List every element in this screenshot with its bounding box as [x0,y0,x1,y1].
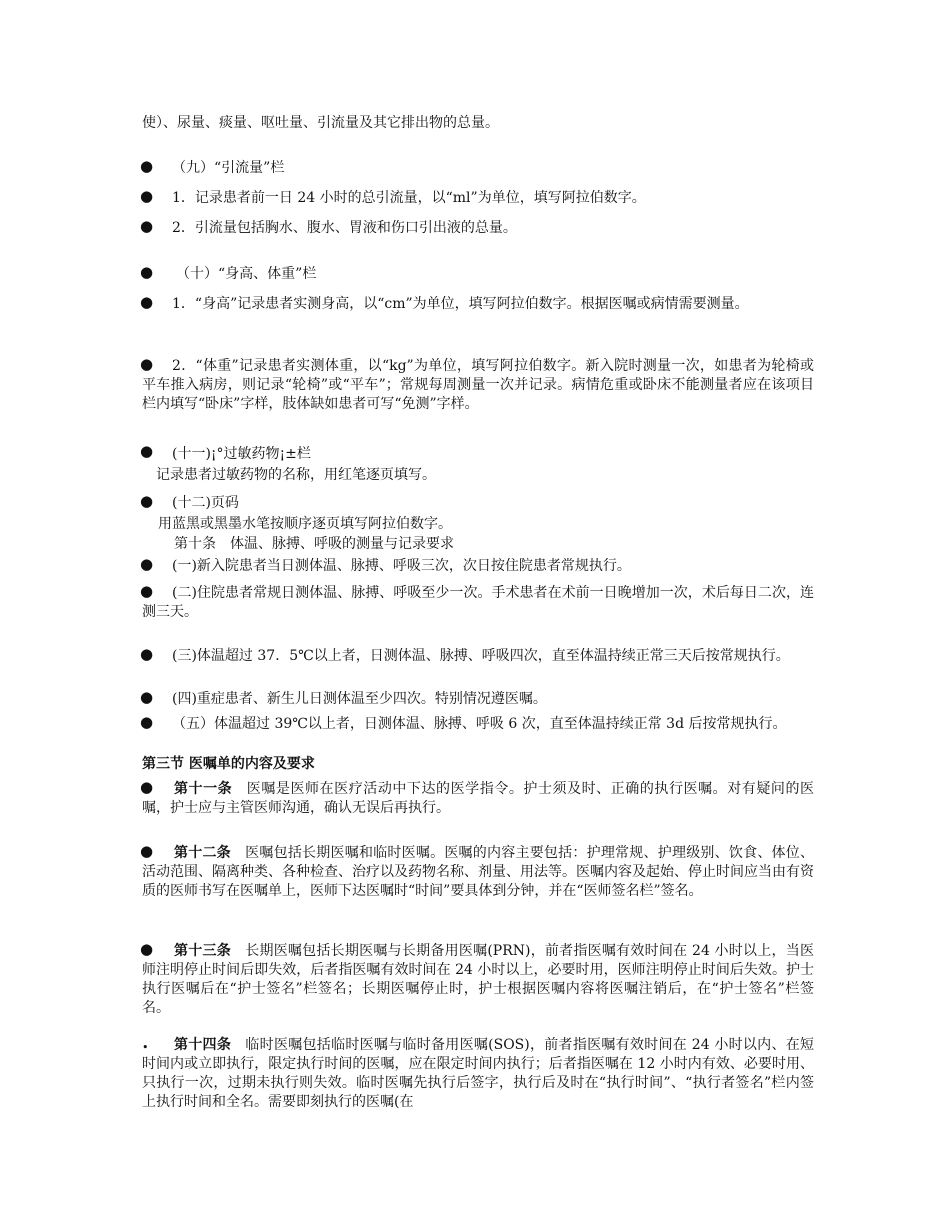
list-item: 1．“身高”记录患者实测身高，以“cm”为单位，填写阿拉伯数字。根据医嘱或病情需要测量。 [172,296,749,312]
bullet-icon: ● [140,187,154,205]
list-item: (二)住院患者常规日测体温、脉搏、呼吸至少一次。手术患者在术前一日晚增加一次，术后每日二次，连测三天。 [142,585,814,620]
bullet-icon: ● [140,492,154,510]
bullet-icon: ● [140,645,154,663]
list-item: 2．“体重”记录患者实测体重，以“kg”为单位，填写阿拉伯数字。新入院时测量一次，如患者为轮椅或平车推入病房，则记录“轮椅”或“平车”；常规每周测量一次并记录。病情危重或卧床不能测量者应在该项目栏内填写“卧床”字样，肢体缺如患者可写“免测”字样。 [142,358,814,412]
list-item: （五）体温超过 39℃以上者，日测体温、脉搏、呼吸 6 次，直至体温持续正常 3d 后按常规执行。 [172,716,787,732]
bullet-icon: ● [140,263,154,281]
list-item: (三)体温超过 37．5℃以上者，日测体温、脉搏、呼吸四次，直至体温持续正常三天后按常规执行。 [172,648,790,664]
section-heading: （九）“引流量”栏 [172,160,285,176]
article-paragraph [142,780,814,818]
bullet-icon: ● [140,842,154,860]
text-line: 用蓝黑或黑墨水笔按顺序逐页填写阿拉伯数字。 [158,516,452,532]
bullet-icon: ● [140,355,154,373]
bullet-icon: ● [140,293,154,311]
article-title: 第十二条 [174,845,231,861]
section-heading: (十一)¡°过敏药物¡±栏 [172,446,311,462]
bullet-icon: ● [140,442,154,460]
list-item: (一)新入院患者当日测体温、脉搏、呼吸三次，次日按住院患者常规执行。 [172,558,631,574]
bullet-icon: ● [140,940,154,958]
article-body: 医嘱包括长期医嘱和临时医嘱。医嘱的内容主要包括：护理常规、护理级别、饮食、体位、活动范围、隔离种类、各种检查、治疗以及药物名称、剂量、用法等。医嘱内容及起始、停止时间应当由有资质的医师书写在医嘱单上，医师下达医嘱时“时间”要具体到分钟，并在“医师签名栏”签名。 [142,845,815,899]
article-paragraph [142,844,814,901]
bullet-icon: • [142,1041,149,1054]
bullet-icon: ● [140,688,154,706]
bullet-icon: ● [140,582,154,600]
text-line: 使）、尿量、痰量、呕吐量、引流量及其它排出物的总量。 [142,115,499,131]
article-body: 临时医嘱包括临时医嘱与临时备用医嘱(SOS)，前者指医嘱有效时间在 24 小时以内、在短时间内或立即执行，限定执行时间的医嘱，应在限定时间内执行；后者指医嘱在 12 小时内有效、必要时用、只执行一次，过期未执行则失效。临时医嘱先执行后签字，执行后及时在“执行时间”、“执行者签名”栏内签上执行时间和全名。需要即刻执行的医嘱(在 [142,1037,815,1110]
section-heading: （十）“身高、体重”栏 [176,266,317,282]
section-heading: (十二)页码 [172,495,239,511]
bullet-icon: ● [140,555,154,573]
bullet-icon: ● [140,713,154,731]
list-item: 2．引流量包括胸水、腹水、胃液和伤口引出液的总量。 [172,220,517,236]
section-title: 第三节 医嘱单的内容及要求 [142,756,315,772]
article-paragraph [142,942,814,1018]
article-body: 长期医嘱包括长期医嘱与长期备用医嘱(PRN)，前者指医嘱有效时间在 24 小时以上，当医师注明停止时间后即失效，后者指医嘱有效时间在 24 小时以上，必要时用，医师注明停止时间后失效。护士执行医嘱后在“护士签名”栏签名；长期医嘱停止时，护士根据医嘱内容将医嘱注销后，在“护士签名”栏签名。 [142,943,814,1016]
article-paragraph [142,1036,814,1112]
article-title: 第十四条 [174,1037,232,1053]
article-title: 第十一条 [174,781,233,797]
article-heading: 第十条 体温、脉搏、呼吸的测量与记录要求 [174,536,454,552]
bullet-icon: ● [140,157,154,175]
bullet-icon: ● [140,217,154,235]
list-item: 1．记录患者前一日 24 小时的总引流量，以“ml”为单位，填写阿拉伯数字。 [172,190,646,206]
article-title: 第十三条 [174,943,231,959]
bullet-icon: ● [140,778,154,796]
text-line: 记录患者过敏药物的名称，用红笔逐页填写。 [156,467,436,483]
list-item: (四)重症患者、新生儿日测体温至少四次。特别情况遵医嘱。 [172,691,547,707]
article-body: 医嘱是医师在医疗活动中下达的医学指令。护士须及时、正确的执行医嘱。对有疑问的医嘱，护士应与主管医师沟通，确认无误后再执行。 [142,781,814,816]
